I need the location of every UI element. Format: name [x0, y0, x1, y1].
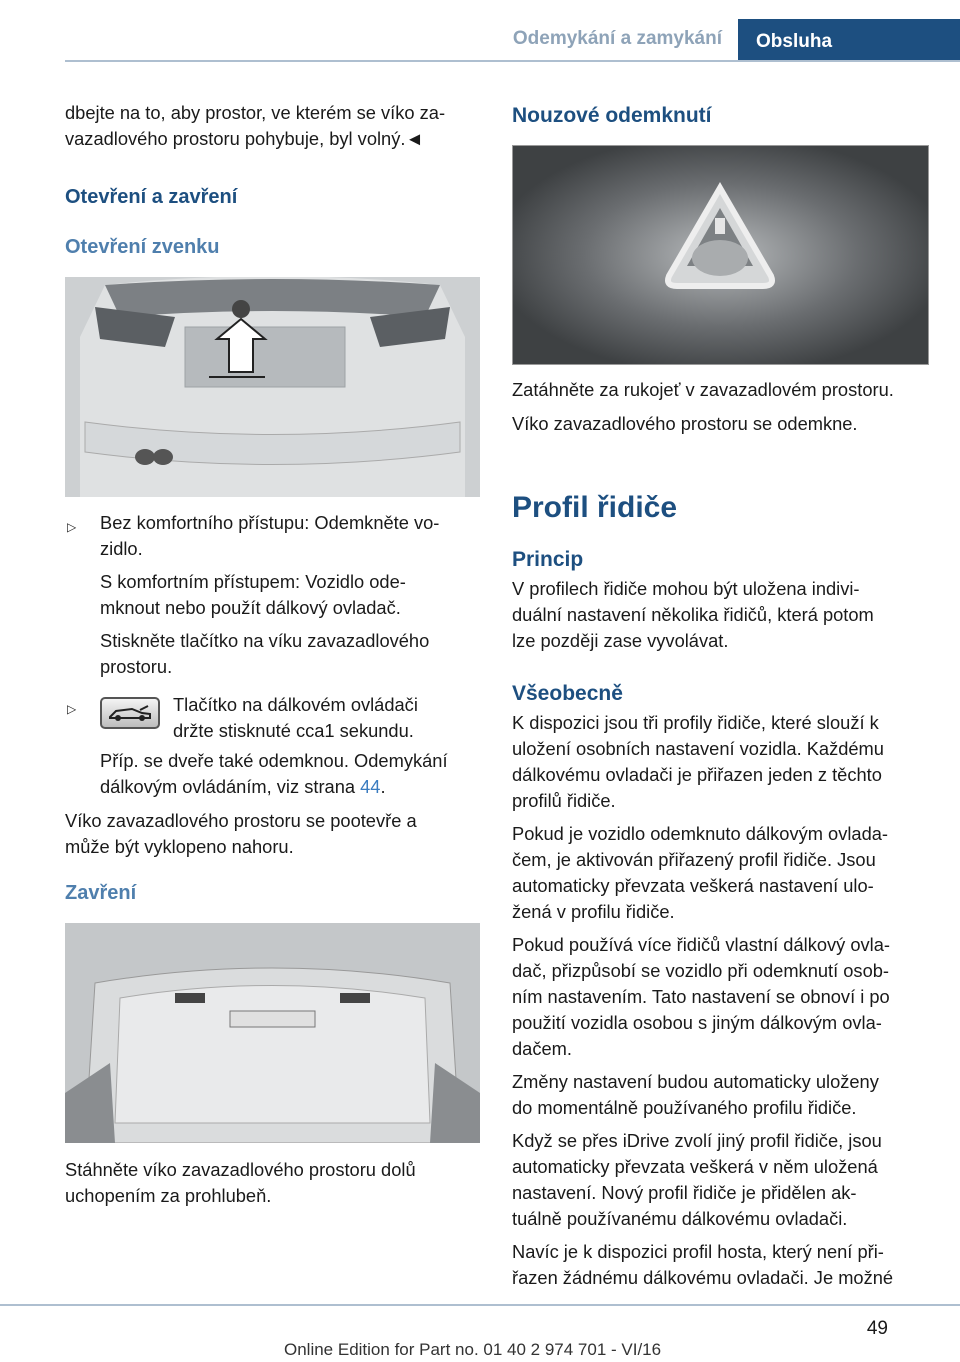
- header-chapter-tab[interactable]: Obsluha: [738, 19, 960, 62]
- general3-line-4: použití vozidla osobou s jiným dálkovým ovla-: [512, 1012, 882, 1033]
- bullet2-p2-text: dálkovým ovládáním, viz strana: [100, 776, 361, 797]
- page-link-44[interactable]: 44: [360, 776, 381, 797]
- general3-line-1: Pokud používá více řidičů vlastní dálkový ovla-: [512, 934, 890, 955]
- bullet-marker: ▷: [67, 520, 77, 534]
- close-line-2: uchopením za prohlubeň.: [65, 1185, 272, 1206]
- principle-line-2: duální nastavení několika řidičů, která potom: [512, 604, 874, 625]
- heading-open-outside: Otevření zvenku: [65, 236, 220, 258]
- bullet2-line-2: držte stisknuté cca1 sekundu.: [173, 720, 414, 741]
- heading-general: Všeobecně: [512, 682, 623, 705]
- tilt-paragraph: [65, 808, 480, 860]
- bullet1-line-2: zidlo.: [100, 538, 143, 559]
- general3-line-3: ním nastavením. Tato nastavení se obnoví i po: [512, 986, 890, 1007]
- general1-line-3: dálkovému ovladači je přiřazen jeden z těchto: [512, 764, 882, 785]
- principle-line-1: V profilech řidiče mohou být uložena indivi-: [512, 578, 860, 599]
- footer-rule: [0, 1304, 960, 1306]
- intro-line-1: dbejte na to, aby prostor, ve kterém se víko za-: [65, 102, 446, 123]
- general5-line-4: tuálně používanému dálkovému ovladači.: [512, 1208, 848, 1229]
- bullet1-p2-line-1: S komfortním přístupem: Vozidlo ode-: [100, 571, 406, 592]
- close-paragraph: [65, 1157, 480, 1209]
- emergency-line-1: Zatáhněte za rukojeť v zavazadlovém prostoru.: [512, 379, 894, 400]
- left-column: [65, 100, 480, 152]
- remote-trunk-button-icon: [100, 697, 160, 729]
- general5-line-3: nastavení. Nový profil řidiče je přidělen ak-: [512, 1182, 857, 1203]
- heading-driver-profile: Profil řidiče: [512, 491, 678, 524]
- bullet-2: [173, 692, 473, 744]
- principle-line-3: lze později zase vyvolávat.: [512, 630, 729, 651]
- car-rear-image: [65, 277, 480, 497]
- bullet2-p2-period: .: [380, 776, 386, 797]
- general3-line-2: dač, přizpůsobí se vozidlo při odemknutí osob-: [512, 960, 889, 981]
- bullet2-line-1: Tlačítko na dálkovém ovládači: [173, 694, 418, 715]
- heading-open-close: Otevření a zavření: [65, 186, 238, 208]
- trunk-lid-image: [65, 923, 480, 1143]
- bullet2-p2-line-1: Příp. se dveře také odemknou. Odemykání: [100, 750, 448, 771]
- general3-line-5: dačem.: [512, 1038, 572, 1059]
- bullet-2-note: [100, 748, 480, 800]
- bullet1-p2-line-2: mknout nebo použít dálkový ovladač.: [100, 597, 401, 618]
- general4-line-2: do momentálně používaného profilu řidiče.: [512, 1097, 857, 1118]
- emergency-handle-image: [512, 145, 929, 365]
- header-rule: [65, 60, 960, 62]
- intro-line-2: vazadlového prostoru pohybuje, byl volný.◄: [65, 128, 424, 149]
- bullet-1: [100, 510, 480, 680]
- bullet1-line-1: Bez komfortního přístupu: Odemkněte vo-: [100, 512, 440, 533]
- tilt-line-2: může být vyklopeno nahoru.: [65, 836, 294, 857]
- general2-line-3: automaticky převzata veškerá nastavení ulo-: [512, 875, 874, 896]
- page-number: 49: [866, 1318, 888, 1339]
- heading-close: Zavření: [65, 882, 137, 904]
- tilt-line-1: Víko zavazadlového prostoru se pootevře a: [65, 810, 417, 831]
- general6-line-1: Navíc je k dispozici profil hosta, který není při-: [512, 1241, 884, 1262]
- general1-line-4: profilů řidiče.: [512, 790, 616, 811]
- general5-line-1: Když se přes iDrive zvolí jiný profil řidiče, jsou: [512, 1130, 882, 1151]
- general6-line-2: řazen žádnému dálkovému ovladači. Je možné: [512, 1267, 894, 1288]
- close-line-1: Stáhněte víko zavazadlového prostoru dolů: [65, 1159, 416, 1180]
- heading-emergency-unlock: Nouzové odemknutí: [512, 104, 712, 127]
- general2-line-4: žená v profilu řidiče.: [512, 901, 675, 922]
- principle-paragraph: [512, 576, 937, 654]
- general5-line-2: automaticky převzata veškerá v něm uložená: [512, 1156, 878, 1177]
- bullet2-p2-line-2: [100, 774, 480, 800]
- general1-line-1: K dispozici jsou tři profily řidiče, které slouží k: [512, 712, 879, 733]
- general-text: [512, 710, 937, 1291]
- emergency-line-2: Víko zavazadlového prostoru se odemkne.: [512, 413, 858, 434]
- header-section-title: Odemykání a zamykání: [512, 28, 722, 49]
- general1-line-2: uložení osobních nastavení vozidla. Každému: [512, 738, 884, 759]
- bullet1-p3-line-1: Stiskněte tlačítko na víku zavazadlového: [100, 630, 430, 651]
- emergency-text: [512, 377, 937, 437]
- heading-principle: Princip: [512, 548, 584, 571]
- general4-line-1: Změny nastavení budou automaticky uloženy: [512, 1071, 879, 1092]
- bullet1-p3-line-2: prostoru.: [100, 656, 173, 677]
- general2-line-2: čem, je aktivován přiřazený profil řidiče. Jsou: [512, 849, 876, 870]
- bullet-marker: ▷: [67, 702, 77, 716]
- general2-line-1: Pokud je vozidlo odemknuto dálkovým ovlada-: [512, 823, 888, 844]
- footer-edition: Online Edition for Part no. 01 40 2 974 701 - VI/16: [284, 1340, 662, 1359]
